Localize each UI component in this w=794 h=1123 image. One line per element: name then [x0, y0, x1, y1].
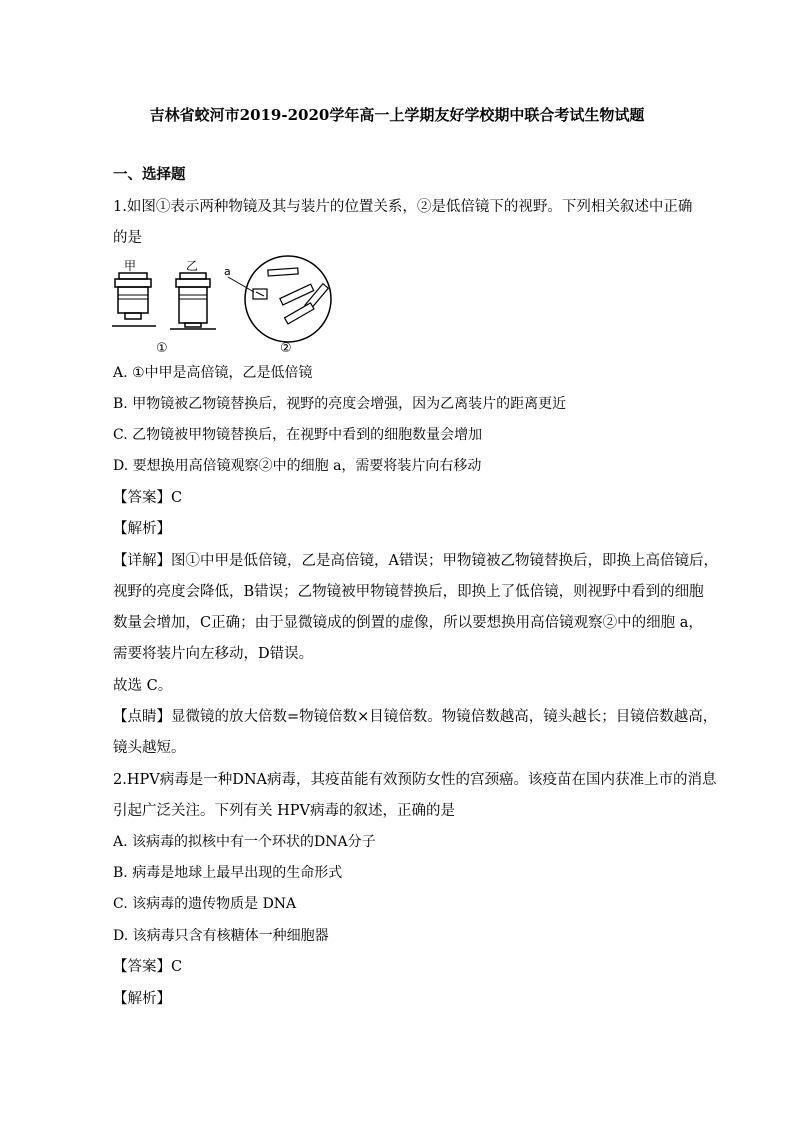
q2-option-d: D. 该病毒只含有核糖体一种细胞器 — [113, 928, 329, 944]
q2-stem-line-1: 2.HPV病毒是一种DNA病毒，其疫苗能有效预防女性的宫颈癌。该疫苗在国内获准上市的消息 — [113, 772, 717, 788]
page-title: 吉林省蛟河市2019-2020学年高一上学期友好学校期中联合考试生物试题 — [149, 106, 645, 124]
label-yi: 乙 — [186, 259, 199, 273]
q2-option-a: A. 该病毒的拟核中有一个环状的DNA分子 — [113, 834, 376, 850]
q1-detail-line-3: 数量会增加，C正确；由于显微镜成的倒置的虚像，所以要想换用高倍镜观察②中的细胞 a， — [113, 615, 703, 631]
q2-answer: 【答案】C — [113, 959, 183, 975]
objective-jia — [112, 273, 156, 326]
field-of-view — [228, 256, 331, 342]
objective-yi — [170, 273, 216, 329]
q1-stem-line-1: 1.如图①表示两种物镜及其与装片的位置关系，②是低倍镜下的视野。下列相关叙述中正确 — [113, 199, 693, 215]
caption-2: ② — [280, 341, 292, 355]
q1-detail-line-1: 【详解】图①中甲是低倍镜，乙是高倍镜，A错误；甲物镜被乙物镜替换后，即换上高倍镜后， — [113, 553, 718, 569]
microscope-figure — [110, 255, 340, 355]
q1-detail-line-2: 视野的亮度会降低，B错误；乙物镜被甲物镜替换后，即换上了低倍镜，则视野中看到的细胞 — [113, 584, 704, 600]
q1-option-b: B. 甲物镜被乙物镜替换后，视野的亮度会增强，因为乙离装片的距离更近 — [113, 396, 567, 412]
microscope-diagram — [110, 255, 340, 355]
q2-option-c: C. 该病毒的遗传物质是 DNA — [113, 896, 297, 912]
caption-1: ① — [156, 341, 168, 355]
section-heading: 一、选择题 — [113, 166, 186, 183]
q2-stem-line-2: 引起广泛关注。下列有关 HPV病毒的叙述，正确的是 — [113, 803, 455, 819]
q2-analysis-heading: 【解析】 — [113, 991, 171, 1007]
q1-answer: 【答案】C — [113, 490, 183, 506]
q1-option-d: D. 要想换用高倍镜观察②中的细胞 a，需要将装片向右移动 — [113, 458, 482, 474]
q1-choose: 故选 C。 — [113, 678, 173, 694]
q2-option-b: B. 病毒是地球上最早出现的生命形式 — [113, 865, 343, 881]
q1-analysis-heading: 【解析】 — [113, 521, 171, 537]
label-a: a — [224, 265, 231, 278]
q1-point-line-1: 【点睛】显微镜的放大倍数=物镜倍数×目镜倍数。物镜倍数越高，镜头越长；目镜倍数越高， — [113, 709, 718, 725]
q1-point-line-2: 镜头越短。 — [113, 740, 186, 756]
q1-detail-line-4: 需要将装片向左移动，D错误。 — [113, 646, 314, 662]
q1-option-c: C. 乙物镜被甲物镜替换后，在视野中看到的细胞数量会增加 — [113, 427, 483, 443]
q1-option-a: A. ①中甲是高倍镜，乙是低倍镜 — [113, 365, 313, 381]
q1-stem-line-2: 的是 — [113, 230, 142, 246]
label-jia: 甲 — [124, 259, 137, 273]
